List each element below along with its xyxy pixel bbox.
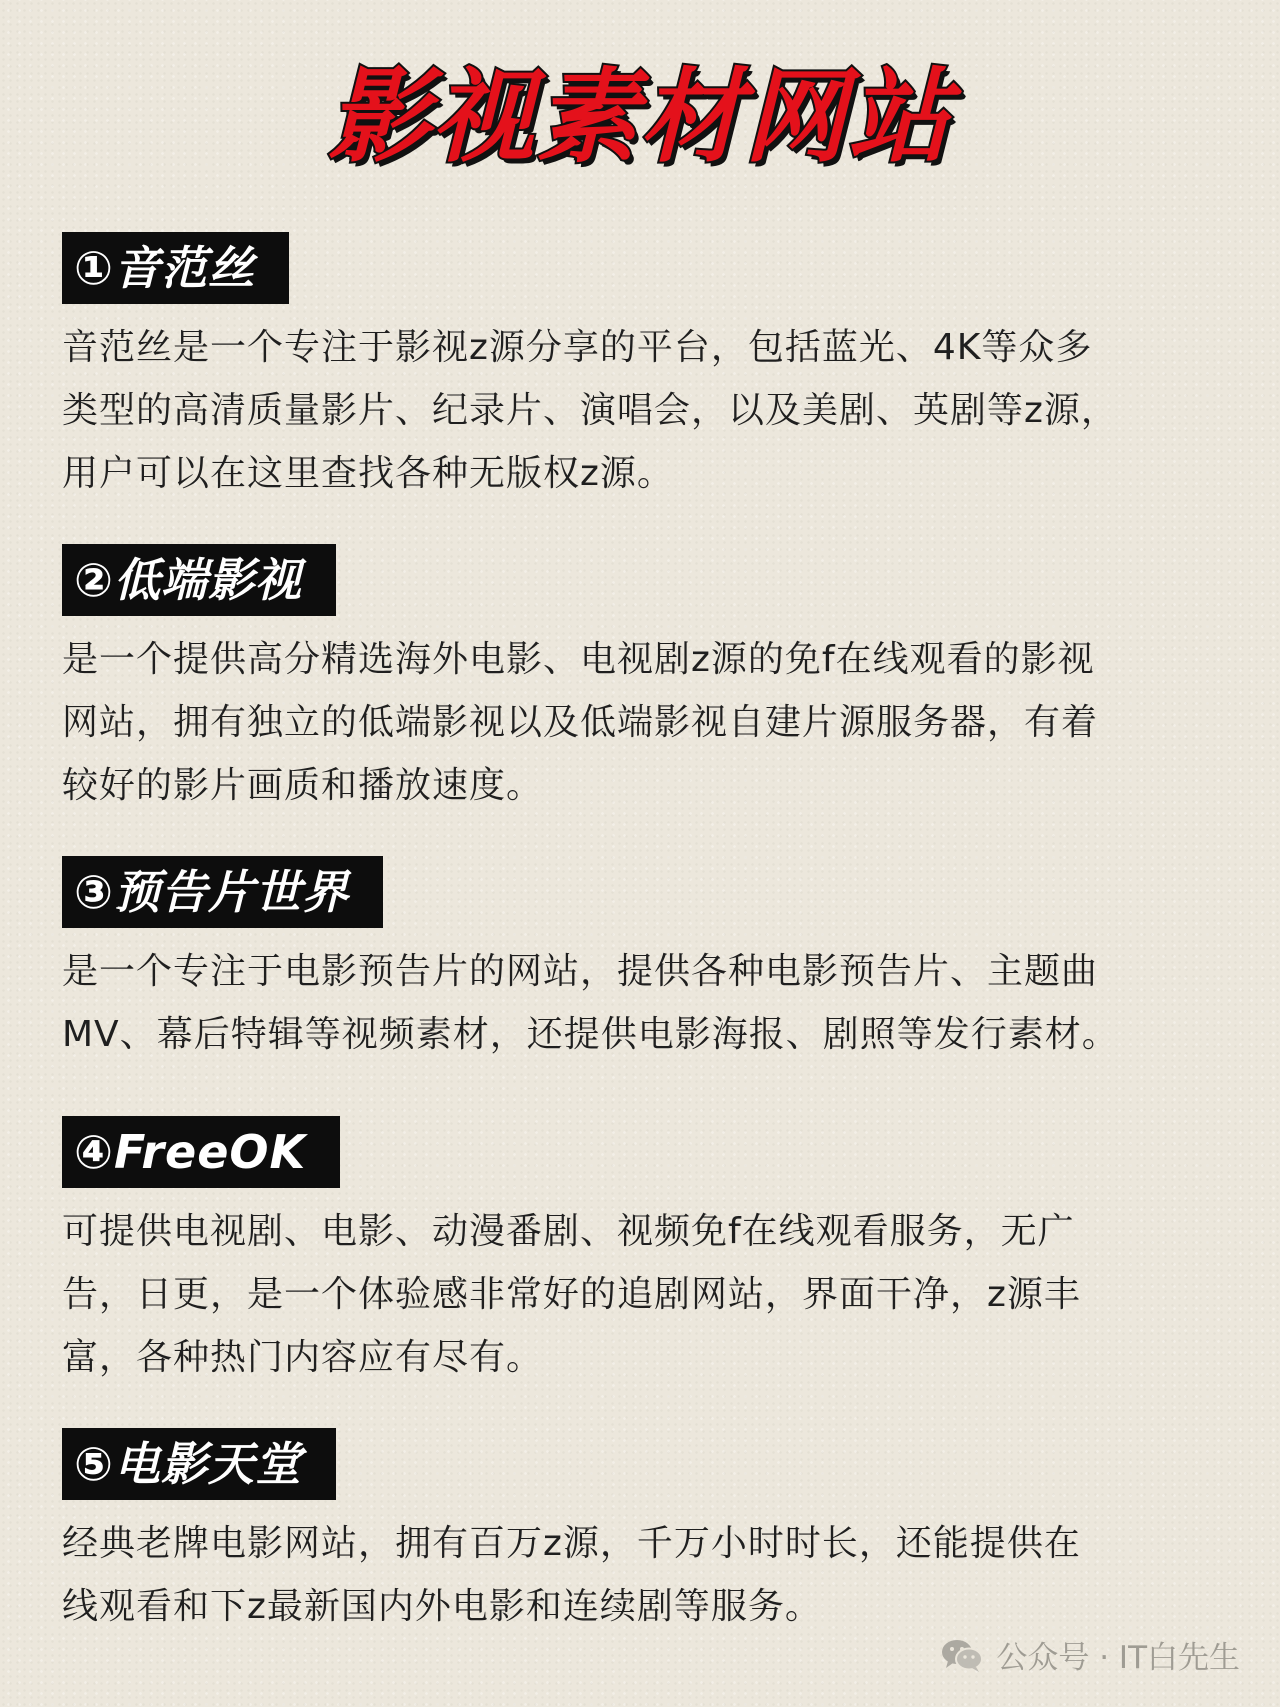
section-5 bbox=[62, 1428, 1232, 1638]
section-heading: ③预告片世界 bbox=[62, 856, 383, 928]
section-3 bbox=[62, 856, 1232, 1066]
wechat-icon bbox=[940, 1637, 984, 1673]
section-4 bbox=[62, 1116, 1232, 1389]
section-heading: ②低端影视 bbox=[62, 544, 336, 616]
section-body: 是一个提供高分精选海外电影、电视剧z源的免f在线观看的影视 网站，拥有独立的低端影视以及低端影视自建片源服务器，有着 较好的影片画质和播放速度。 bbox=[62, 639, 1099, 806]
section-body: 可提供电视剧、电影、动漫番剧、视频免f在线观看服务，无广 告，日更，是一个体验感非常好的追剧网站，界面干净，z源丰 富，各种热门内容应有尽有。 bbox=[62, 1211, 1081, 1378]
watermark bbox=[940, 1632, 1240, 1677]
section-heading: ⑤电影天堂 bbox=[62, 1428, 336, 1500]
section-body: 经典老牌电影网站，拥有百万z源，千万小时时长，还能提供在 线观看和下z最新国内外电影和连续剧等服务。 bbox=[62, 1523, 1081, 1627]
section-1 bbox=[62, 232, 1232, 505]
section-body: 音范丝是一个专注于影视z源分享的平台，包括蓝光、4K等众多 类型的高清质量影片、纪录片、演唱会，以及美剧、英剧等z源， 用户可以在这里查找各种无版权z源。 bbox=[62, 327, 1118, 494]
section-heading: ④FreeOK bbox=[62, 1116, 340, 1188]
page-title: 影视素材网站 bbox=[328, 58, 952, 177]
watermark-text: 公众号 · IT白先生 bbox=[996, 1640, 1240, 1676]
section-heading: ①音范丝 bbox=[62, 232, 289, 304]
section-2 bbox=[62, 544, 1232, 817]
section-body: 是一个专注于电影预告片的网站，提供各种电影预告片、主题曲 MV、幕后特辑等视频素材，还提供电影海报、剧照等发行素材。 bbox=[62, 951, 1119, 1055]
